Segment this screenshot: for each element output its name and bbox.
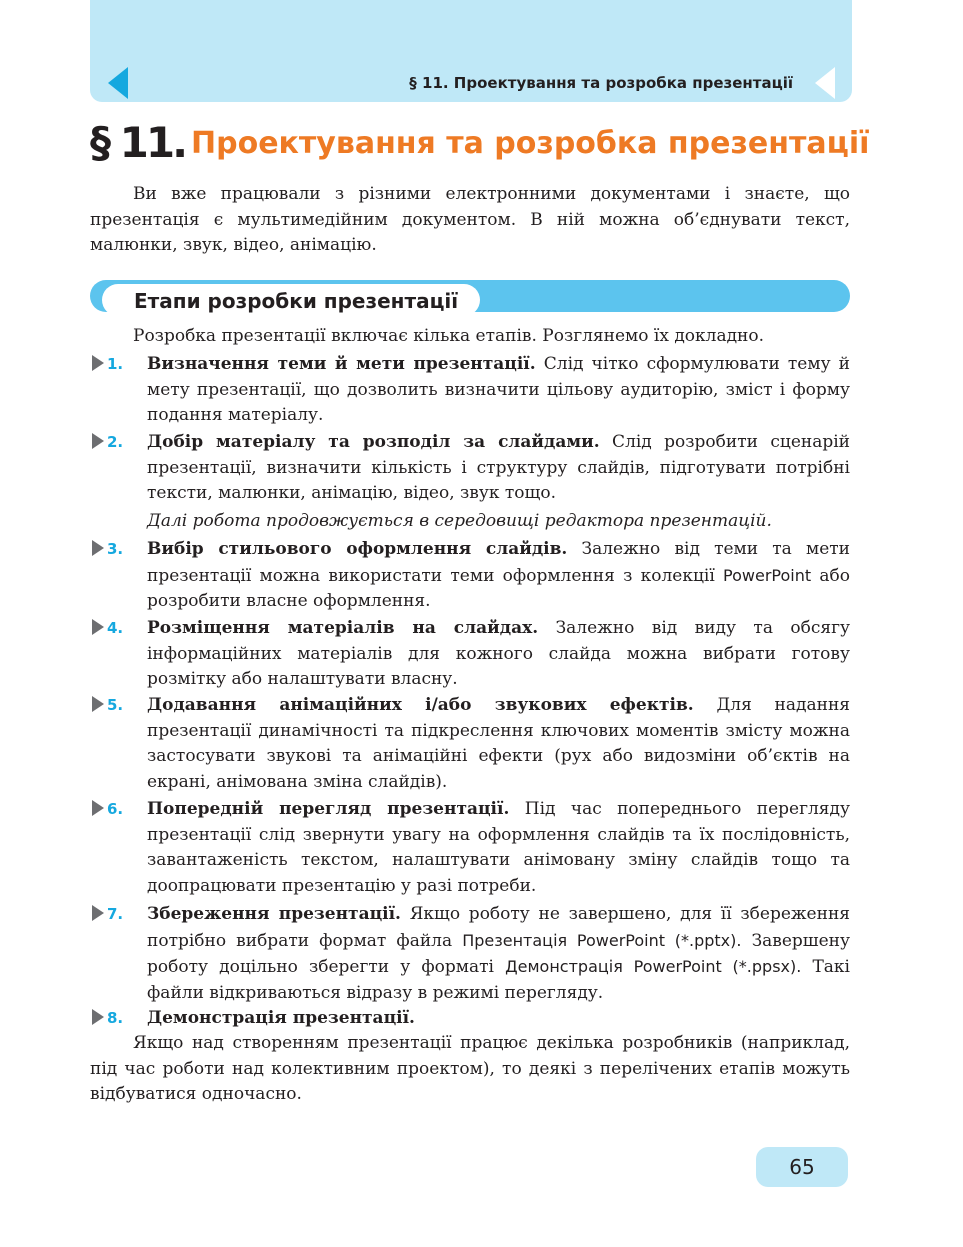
step-marker: 4. — [92, 619, 123, 637]
intro-paragraph: Ви вже працювали з різними електронними документами і знаєте, що презентація є мультимедійним документом. В ній можна об’єднувати текст, малюнки, звук, відео, анімацію. — [90, 184, 850, 255]
step-item: Добір матеріалу та розподіл за слайдами. Слід розробити сценарій презентації, визначити кількість і структуру слайдів, підготувати потрібні тексти, малюнки, анімацію, відео, звук тощо. — [147, 432, 850, 503]
step-marker: 6. — [92, 800, 123, 818]
step-marker: 5. — [92, 696, 123, 714]
italic-note: Далі робота продовжується в середовищі редактора презентацій. — [147, 511, 772, 531]
chapter-title — [90, 118, 870, 178]
closing-paragraph: Якщо над створенням презентації працює декілька розробників (наприклад, під час роботи над колективним проектом), то деякі з перелічених етапів можуть відбуватися одночасно. — [90, 1033, 850, 1104]
step-item: Попередній перегляд презентації. Під час попереднього перегляду презентації слід звернути увагу на оформлення слайдів та їх послідовність, завантаженість текстом, налаштувати анімовану зміну слайдів тощо та доопрацювати презентацію у разі потреби. — [147, 799, 850, 896]
chapter-number: § 11. — [90, 118, 186, 167]
step-item: Збереження презентації. Якщо роботу не завершено, для її збереження потрібно вибрати формат файла Презентація PowerPoint (*.pptx). Завершену роботу доцільно зберегти у форматі Демонстрація PowerPoint (*.ppsx). Такі файли відкриваються відразу в режимі перегляду. — [147, 904, 851, 1003]
triangle-bullet-icon — [92, 696, 104, 712]
triangle-bullet-icon — [92, 800, 104, 816]
step-item: Визначення теми й мети презентації. Слід чітко сформулювати тему й мету презентації, що дозволить визначити цільову аудиторію, зміст і форму подання матеріалу. — [147, 354, 851, 425]
section-lead: Розробка презентації включає кілька етапів. Розглянемо їх докладно. — [133, 326, 765, 346]
step-marker: 3. — [92, 540, 123, 558]
step-item: Демонстрація презентації. — [147, 1008, 415, 1028]
chapter-title-text: Проектування та розробка презентації — [191, 126, 870, 161]
step-item: Вибір стильового оформлення слайдів. Залежно від теми та мети презентації можна використати теми оформлення з колекції PowerPoint або розробити власне оформлення. — [147, 539, 850, 611]
triangle-bullet-icon — [92, 905, 104, 921]
triangle-bullet-icon — [92, 1009, 104, 1025]
prev-page-arrow-icon[interactable] — [108, 67, 128, 99]
next-page-arrow-icon[interactable] — [815, 67, 835, 99]
step-item: Розміщення матеріалів на слайдах. Залежно від виду та обсягу інформаційних матеріалів для кожного слайда можна вибрати готову розмітку або налаштувати власну. — [147, 618, 850, 689]
section-heading: Етапи розробки презентації — [102, 284, 480, 316]
step-marker: 2. — [92, 433, 123, 451]
running-header: § 11. Проектування та розробка презентації — [409, 74, 793, 92]
triangle-bullet-icon — [92, 619, 104, 635]
triangle-bullet-icon — [92, 540, 104, 556]
page-number: 65 — [789, 1155, 815, 1179]
step-marker: 8. — [92, 1009, 123, 1027]
triangle-bullet-icon — [92, 355, 104, 371]
step-item: Додавання анімаційних і/або звукових ефектів. Для надання презентації динамічності та підкреслення ключових моментів змісту можна застосувати звукові та анімаційні ефекти (рух або видозміни об’єктів на екрані, анімована зміна слайдів). — [147, 695, 851, 792]
triangle-bullet-icon — [92, 433, 104, 449]
step-marker: 7. — [92, 905, 123, 923]
step-marker: 1. — [92, 355, 123, 373]
